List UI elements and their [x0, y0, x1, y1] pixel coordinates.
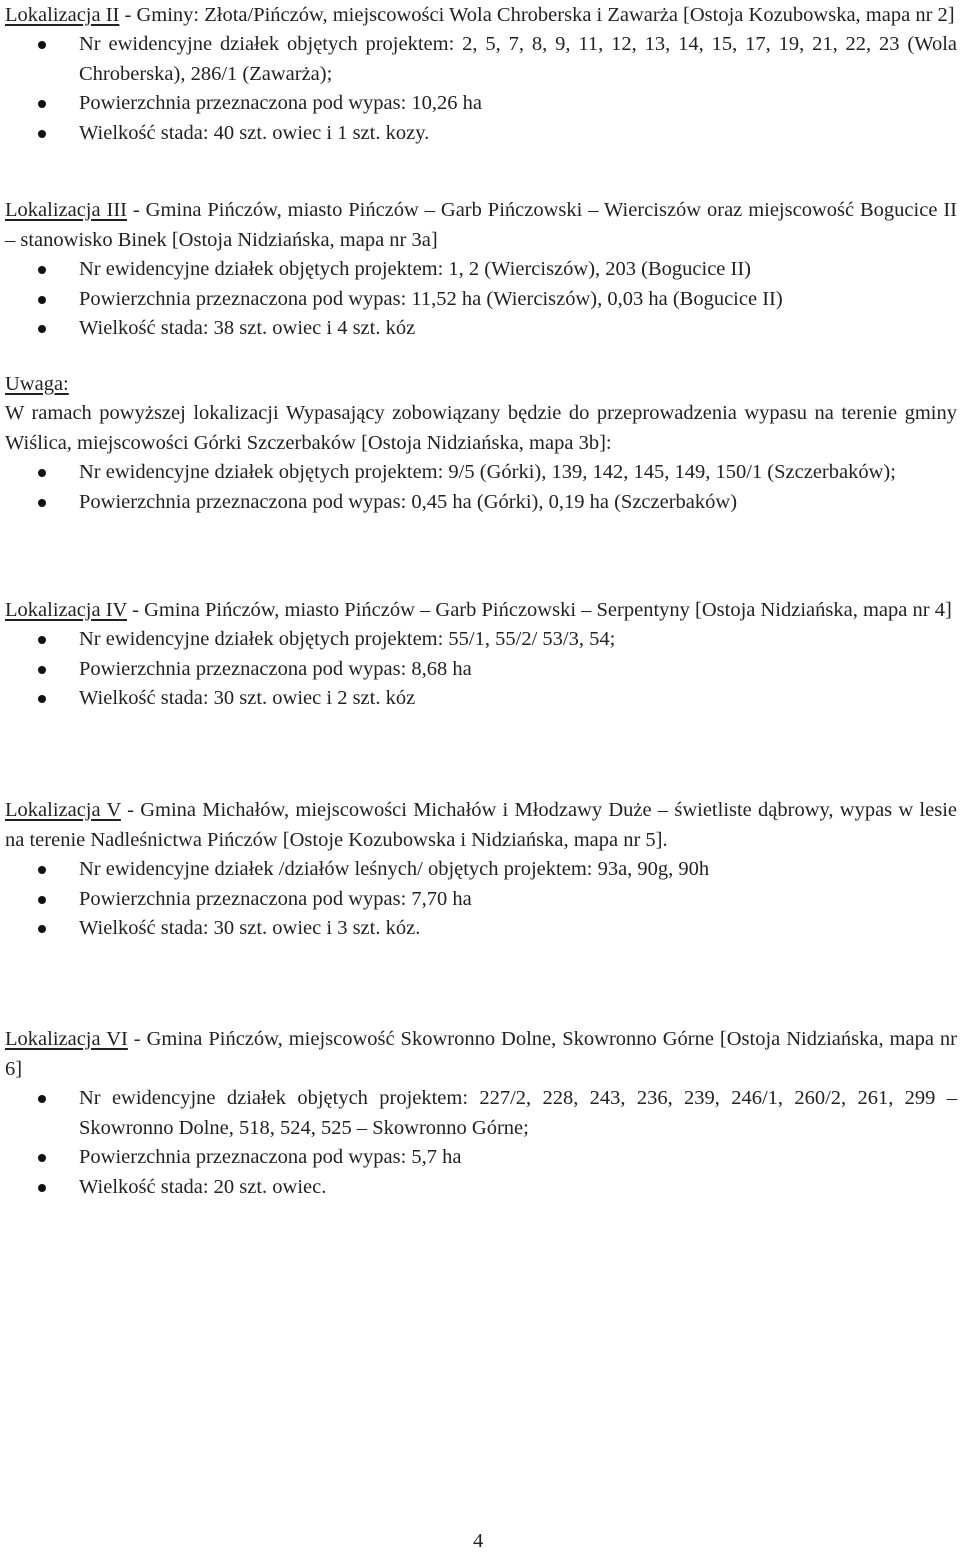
- section-title: Lokalizacja III: [5, 199, 127, 221]
- bullet-list: [5, 1084, 957, 1202]
- list-item: [5, 655, 957, 685]
- list-item: [5, 1173, 957, 1203]
- list-item-text: Powierzchnia przeznaczona pod wypas: 0,45 ha (Górki), 0,19 ha (Szczerbaków): [79, 490, 738, 513]
- list-item: [5, 1143, 957, 1173]
- section-heading: [5, 595, 957, 625]
- note-text: W ramach powyższej lokalizacji Wypasający zobowiązany będzie do przeprowadzenia wypasu na terenie gminy Wiślica, miejscowości Górki Szczerbaków [Ostoja Nidziańska, mapa 3b]:: [5, 402, 957, 454]
- bullet-icon: [38, 130, 46, 138]
- bullet-list: [5, 855, 957, 944]
- bullet-icon: [38, 1154, 46, 1162]
- bullet-icon: [38, 469, 46, 477]
- section-intro: - Gminy: Złota/Pińczów, miejscowości Wola Chroberska i Zawarża [Ostoja Kozubowska, mapa nr 2]: [119, 4, 955, 26]
- bullet-icon: [38, 896, 46, 904]
- list-item-text: Nr ewidencyjne działek /działów leśnych/ objętych projektem: 93a, 90g, 90h: [79, 858, 710, 880]
- list-item: [5, 314, 957, 344]
- list-item-text: Wielkość stada: 40 szt. owiec i 1 szt. kozy.: [79, 121, 430, 144]
- section-title: Lokalizacja II: [5, 4, 120, 26]
- page-number: 4: [473, 1530, 484, 1552]
- list-item: [5, 684, 957, 714]
- section-heading: [5, 795, 957, 855]
- section-heading: [5, 195, 957, 255]
- list-item-text: Wielkość stada: 38 szt. owiec i 4 szt. kóz: [79, 317, 416, 339]
- section-heading: [5, 0, 957, 30]
- list-item: [5, 855, 957, 885]
- section-title: Lokalizacja VI: [5, 1028, 128, 1050]
- section-lokalizacja-v: [5, 795, 957, 944]
- bullet-icon: [38, 100, 46, 108]
- bullet-icon: [38, 266, 46, 274]
- bullet-icon: [38, 41, 46, 49]
- list-item: [5, 488, 957, 518]
- list-item-text: Wielkość stada: 20 szt. owiec.: [79, 1175, 327, 1198]
- section-lokalizacja-vi: [5, 1024, 957, 1202]
- bullet-icon: [38, 325, 46, 333]
- list-item-text: Powierzchnia przeznaczona pod wypas: 11,52 ha (Wierciszów), 0,03 ha (Bogucice II): [79, 287, 783, 310]
- bullet-list: [5, 625, 957, 714]
- list-item: [5, 119, 957, 149]
- list-item: [5, 458, 957, 488]
- list-item-text: Powierzchnia przeznaczona pod wypas: 10,26 ha: [79, 92, 483, 114]
- list-item-text: Powierzchnia przeznaczona pod wypas: 5,7 ha: [79, 1146, 462, 1168]
- list-item: [5, 255, 957, 285]
- section-title: Lokalizacja V: [5, 799, 121, 821]
- section-intro: - Gmina Pińczów, miasto Pińczów – Garb Pińczowski – Serpentyny [Ostoja Nidziańska, mapa nr 4]: [127, 599, 952, 621]
- list-item: [5, 625, 957, 655]
- bullet-icon: [38, 1184, 46, 1192]
- list-item: [5, 914, 957, 944]
- list-item: [5, 885, 957, 915]
- list-item-text: Powierzchnia przeznaczona pod wypas: 8,68 ha: [79, 657, 472, 680]
- section-intro: - Gmina Michałów, miejscowości Michałów i Młodzawy Duże – świetliste dąbrowy, wypas w lesie na terenie Nadleśnictwa Pińczów [Ostoje Kozubowska i Nidziańska, mapa nr 5].: [5, 799, 957, 851]
- section-heading: [5, 1024, 957, 1084]
- note-heading: [5, 369, 957, 399]
- bullet-list: [5, 255, 957, 344]
- list-item-text: Powierzchnia przeznaczona pod wypas: 7,70 ha: [79, 887, 472, 910]
- list-item: [5, 1084, 957, 1143]
- bullet-icon: [38, 1095, 46, 1103]
- note-title: Uwaga:: [5, 373, 69, 395]
- list-item-text: Nr ewidencyjne działek objętych projektem: 227/2, 228, 243, 236, 239, 246/1, 260/2, 261, 299 – Skowronno Dolne, 518, 524, 525 – Skowronno Górne;: [79, 1087, 957, 1139]
- bullet-icon: [38, 296, 46, 304]
- list-item: [5, 30, 957, 89]
- list-item: [5, 89, 957, 119]
- bullet-icon: [38, 695, 46, 703]
- list-item-text: Nr ewidencyjne działek objętych projektem: 2, 5, 7, 8, 9, 11, 12, 13, 14, 15, 17, 19, 21, 22, 23 (Wola Chroberska), 286/1 (Zawarża);: [79, 33, 957, 85]
- list-item-text: Nr ewidencyjne działek objętych projektem: 9/5 (Górki), 139, 142, 145, 149, 150/1 (Szczerbaków);: [79, 461, 896, 483]
- section-title: Lokalizacja IV: [5, 599, 127, 621]
- section-lokalizacja-iv: [5, 595, 957, 714]
- list-item: [5, 285, 957, 315]
- bullet-icon: [38, 666, 46, 674]
- list-item-text: Wielkość stada: 30 szt. owiec i 2 szt. kóz: [79, 687, 416, 709]
- section-lokalizacja-iii: [5, 195, 957, 344]
- bullet-list: [5, 458, 957, 517]
- bullet-list: [5, 30, 957, 148]
- bullet-icon: [38, 636, 46, 644]
- list-item-text: Wielkość stada: 30 szt. owiec i 3 szt. kóz.: [79, 917, 421, 939]
- note-section: [5, 369, 957, 517]
- bullet-icon: [38, 499, 46, 507]
- list-item-text: Nr ewidencyjne działek objętych projektem: 1, 2 (Wierciszów), 203 (Bogucice II): [79, 258, 752, 280]
- section-intro: - Gmina Pińczów, miasto Pińczów – Garb Pińczowski – Wierciszów oraz miejscowość Bogucice II – stanowisko Binek [Ostoja Nidziańska, mapa nr 3a]: [5, 199, 957, 251]
- bullet-icon: [38, 866, 46, 874]
- bullet-icon: [38, 925, 46, 933]
- section-lokalizacja-ii: [5, 0, 957, 148]
- list-item-text: Nr ewidencyjne działek objętych projektem: 55/1, 55/2/ 53/3, 54;: [79, 628, 616, 650]
- section-intro: - Gmina Pińczów, miejscowość Skowronno Dolne, Skowronno Górne [Ostoja Nidziańska, mapa nr 6]: [5, 1028, 957, 1080]
